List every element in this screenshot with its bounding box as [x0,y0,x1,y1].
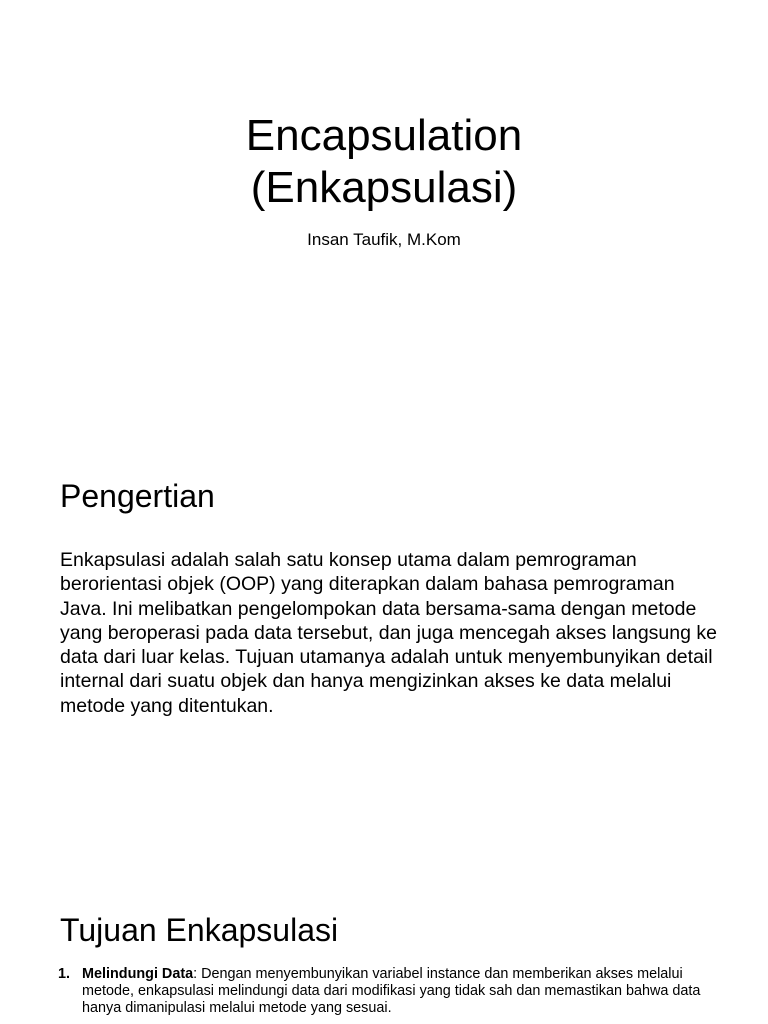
list-item-colon: : [193,966,198,982]
pengertian-slide [0,430,768,860]
presentation-title [0,110,768,214]
section-heading-pengertian: Pengertian [60,478,215,514]
list-item-term: Melindungi Data [82,966,194,982]
title-line-indonesian: (Enkapsulasi) [250,163,518,212]
title-line-english: Encapsulation [245,111,523,160]
tujuan-slide [0,860,768,1024]
goal-list [58,966,718,1018]
section-heading-tujuan: Tujuan Enkapsulasi [60,912,339,948]
author-name: Insan Taufik, M.Kom [307,230,461,249]
list-item-number: 1. [58,966,71,982]
title-slide [0,0,768,430]
definition-paragraph: Enkapsulasi adalah salah satu konsep utama dalam pemrograman berorientasi objek (OOP) yang diterapkan dalam bahasa pemrograman Java. Ini melibatkan pengelompokan data bersama-sama dengan metode yang beroperasi pada data tersebut, dan juga mencegah akses langsung ke data dari luar kelas. Tujuan utamanya adalah untuk menyembunyikan detail internal dari suatu objek dan hanya mengizinkan akses ke data melalui metode yang ditentukan. [60,549,717,717]
list-item [58,966,718,1018]
list-item-text: Dengan menyembunyikan variabel instance dan memberikan akses melalui metode, enkapsulasi melindungi data dari modifikasi yang tidak sah dan memastikan bahwa data hanya dimanipulasi melalui metode yang sesuai. [82,966,701,1017]
